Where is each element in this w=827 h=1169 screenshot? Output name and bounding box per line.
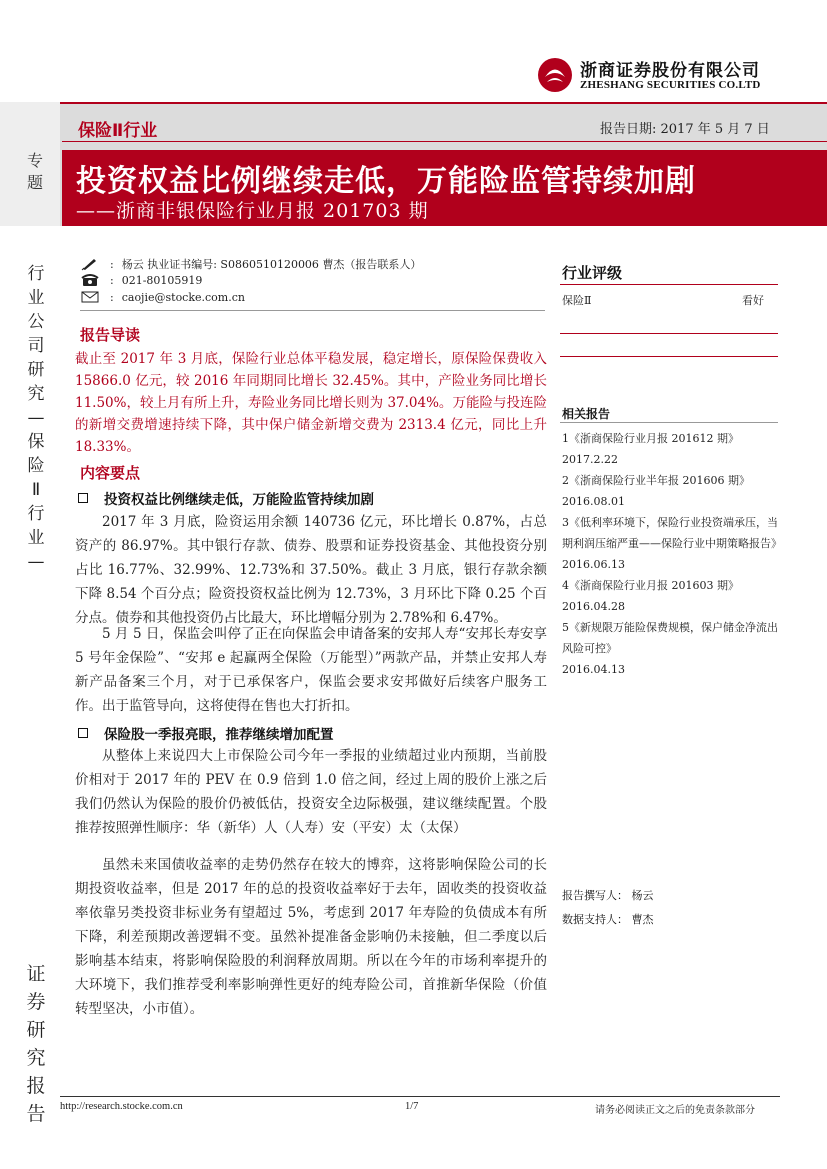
page-number: 1/7 [405, 1101, 419, 1112]
report-title: 投资权益比例继续走低，万能险监管持续加剧 [76, 164, 696, 199]
footer-url[interactable]: http://research.stocke.com.cn [60, 1101, 183, 1112]
footer-disclaimer: 请务必阅读正文之后的免责条款部分 [595, 1105, 755, 1116]
section-1-paragraph-1: 2017 年 3 月底，险资运用余额 140736 亿元，环比增长 0.87%，占总资产的 86.97%。其中银行存款、债券、股票和证券投资基金、其他投资分别占比 16.77%、32.99%、12.73%和 37.50%。截止 3 月底，银行存款余额下降 8.54 个百分点；险资投资权益比例为 12.73%，3 月环比下降 0.25 个百分点。债券和其他投资仍占比最大，环比增幅分别为 2.78%和 6.47%。 [75, 514, 547, 626]
report-date: 报告日期: 2017 年 5 月 7 日 [600, 122, 770, 137]
company-name-en: ZHESHANG SECURITIES CO.LTD [580, 79, 761, 91]
phone-line: : 021-80105919 [80, 273, 202, 287]
guide-heading: 报告导读 [80, 326, 141, 344]
content-heading: 内容要点 [80, 464, 141, 482]
rating-divider [560, 284, 778, 285]
list-item[interactable]: 1《浙商保险行业月报 201612 期》 2017.2.22 [562, 432, 739, 466]
company-logo [536, 54, 776, 98]
mail-icon [80, 290, 100, 304]
footer-divider [60, 1096, 780, 1097]
rating-divider [560, 356, 778, 357]
section-1-title: 投资权益比例继续走低，万能险监管持续加剧 [78, 488, 374, 508]
rating-sector: 保险Ⅱ [562, 294, 592, 307]
section-2-title: 保险股一季报亮眼，推荐继续增加配置 [78, 723, 334, 743]
report-writer: 报告撰写人： 杨云 [562, 889, 654, 902]
special-topic-label: 专 题 [26, 151, 43, 192]
rating-value: 看好 [742, 294, 764, 307]
company-logo-icon [536, 56, 574, 94]
related-divider [560, 422, 778, 423]
side-label-report: 证 券 研 究 报 告 [26, 963, 46, 1125]
section-2-paragraph-1: 从整体上来说四大上市保险公司今年一季报的业绩超过业内预期，当前股价相对于 2017 年的 PEV 在 0.9 倍到 1.0 倍之间，经过上周的股价上涨之后我们仍然认为保险的股价仍被低估，投资安全边际极强，建议继续配置。个股推荐按照弹性顺序：华（新华）人（人寿）安（平安）太（太保） [75, 748, 547, 836]
author-line: : 杨云 执业证书编号: S0860510120006 曹杰（报告联系人） [80, 256, 421, 272]
related-reports-title: 相关报告 [562, 407, 611, 421]
section-2-paragraph-2: 虽然未来国债收益率的走势仍然存在较大的博弈，这将影响保险公司的长期投资收益率，但是 2017 年的总的投资收益率好于去年，固收类的投资收益率依靠另类投资非标业务有望超过 5%，考虑到 2017 年寿险的负债成本有所下降，利差预期改善逻辑不变。虽然补提准备金影响仍未接触，但二季度以后影响基本结束，将影响保险股的利润释放周期。所以在今年的市场利率提升的大环境下，我们推荐受利率影响弹性更好的纯寿险公司，首推新华保险（价值转型坚决，小市值）。 [75, 857, 547, 1017]
rating-divider [560, 333, 778, 334]
list-item[interactable]: 5《新规限万能险保费规模，保户储金净流出风险可控》 2016.04.13 [562, 621, 778, 676]
list-item[interactable]: 3《低利率环境下，保险行业投资端承压，当期利润压缩严重——保险行业中期策略报告》 2016.06.13 [562, 516, 782, 571]
email-line: : caojie@stocke.com.cn [80, 290, 245, 304]
side-label-research: 行 业 公 司 研 究 — 保 险 Ⅱ 行 业 — [27, 264, 45, 572]
list-item[interactable]: 2《浙商保险行业半年报 201606 期》 2016.08.01 [562, 474, 750, 508]
author-names: 杨云 执业证书编号: S0860510120006 曹杰（报告联系人） [121, 258, 422, 271]
data-supporter: 数据支持人： 曹杰 [562, 913, 654, 926]
checkbox-bullet-icon [78, 493, 88, 503]
guide-text: 截止至 2017 年 3 月底，保险行业总体平稳发展，稳定增长，原保险保费收入 15866.0 亿元，较 2016 年同期同比增长 32.45%。其中，产险业务同比增长 11.50%，较上月有所上升，寿险业务同比增长则为 37.04%。万能险与投连险的新增交费增速持续下降，其中保户储金新增交费为 2313.4 亿元，同比上升 18.33%。 [75, 351, 547, 455]
report-subtitle: ——浙商非银保险行业月报 201703 期 [76, 200, 429, 222]
rating-title: 行业评级 [562, 264, 623, 282]
author-divider [80, 310, 545, 311]
related-reports-list [562, 428, 782, 680]
phone-icon [80, 273, 100, 287]
company-name-cn: 浙商证券股份有限公司 [580, 61, 760, 81]
pen-icon [80, 257, 100, 271]
phone-number: 021-80105919 [121, 273, 203, 287]
industry-label: 保险Ⅱ行业 [78, 121, 158, 141]
email-address[interactable]: caojie@stocke.com.cn [121, 290, 245, 304]
list-item[interactable]: 4《浙商保险行业月报 201603 期》 2016.04.28 [562, 579, 739, 613]
section-1-paragraph-2: 5 月 5 日，保监会叫停了正在向保监会申请备案的安邦人寿“安邦长寿安享 5 号年金保险”、“安邦 e 起赢两全保险（万能型）”两款产品，并禁止安邦人寿新产品备案三个月，对于已承保客户，保监会要求安邦做好后续客户服务工作。出于监管导向，这将使得在售也大打折扣。 [75, 626, 547, 714]
checkbox-bullet-icon [78, 728, 88, 738]
header-divider [62, 141, 827, 142]
